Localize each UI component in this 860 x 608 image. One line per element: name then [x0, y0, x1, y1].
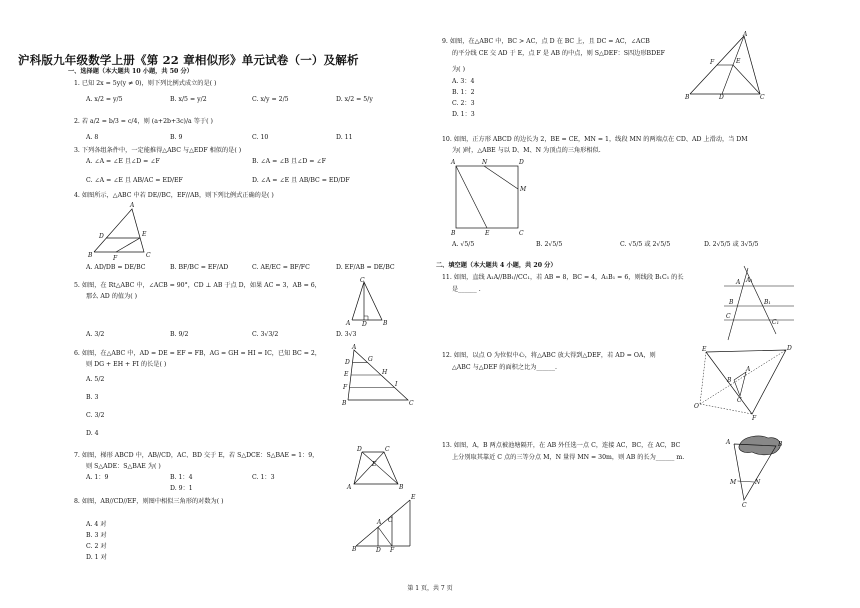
q12-stem-2: △ABC 与△DEF 的面积之比为______. [452, 364, 557, 371]
svg-text:C: C [146, 252, 151, 259]
q7-option-c: C. 1：3 [252, 474, 275, 481]
q8-option-b: B. 3 对 [86, 532, 107, 539]
svg-text:F: F [343, 384, 348, 391]
q2-option-a: A. 8 [86, 134, 99, 141]
svg-text:D: D [787, 345, 792, 352]
q9-stem-3: 为( ) [452, 66, 465, 73]
q9-option-c: C. 2：3 [452, 100, 475, 107]
q5-stem-2: 那么 AD 的值为( ) [86, 293, 138, 300]
q9-stem-2: 的平分线 CE 交 AD 于 E，点 F 是 AB 的中点，则 S△DEF：S四边形BDEF [452, 50, 665, 57]
q4-option-b: B. BF/BC = EF/AD [170, 264, 229, 271]
q5-option-b: B. 9/2 [170, 331, 189, 338]
q6-option-c: C. 3/2 [86, 412, 105, 419]
svg-text:C: C [760, 94, 765, 101]
svg-text:D: D [357, 446, 362, 453]
svg-text:C: C [385, 446, 390, 453]
svg-text:F: F [752, 415, 757, 422]
q5-option-c: C. 3√3/2 [252, 331, 279, 338]
q8-option-c: C. 2 对 [86, 543, 107, 550]
q5-stem: 5. 如图，在 Rt△ABC 中，∠ACB = 90°，CD ⊥ AB 于点 D，如果 AC = 3，AB = 6， [74, 282, 321, 289]
svg-text:N: N [755, 479, 761, 486]
q1-option-b: B. x/5 = y/2 [170, 96, 207, 103]
q7-stem: 7. 如图，梯形 ABCD 中，AB//CD，AC、BD 交于 E，若 S△DCE：S△BAE = 1：9， [74, 452, 319, 459]
q10-option-c: C. √5/5 或 2√5/5 [620, 241, 671, 248]
q5-option-a: A. 3/2 [86, 331, 105, 338]
q2-stem: 2. 若 a/2 = b/3 = c/4，则 (a+2b+3c)/a 等于( ) [74, 118, 213, 125]
q9-option-a: A. 3：4 [452, 78, 475, 85]
svg-text:B: B [729, 299, 734, 306]
svg-text:C: C [742, 502, 747, 509]
q13-figure [722, 432, 792, 512]
page-footer: 第 1 页，共 7 页 [407, 585, 453, 592]
svg-text:A: A [347, 484, 352, 491]
svg-text:N: N [482, 159, 488, 166]
q4-option-c: C. AE/EC = BF/FC [252, 264, 310, 271]
svg-text:A: A [743, 31, 748, 38]
q8-stem: 8. 如图，AB//CD//EF，则图中相似三角形的对数为( ) [74, 498, 224, 505]
svg-text:A₁: A₁ [746, 277, 753, 284]
q7-figure [344, 446, 404, 496]
q4-option-d: D. EF/AB = DE/BC [336, 264, 395, 271]
q7-stem-2: 则 S△ADE：S△BAE 为( ) [86, 463, 161, 470]
q8-option-a: A. 4 对 [86, 521, 107, 528]
svg-text:D: D [719, 94, 724, 101]
svg-text:B: B [727, 377, 732, 384]
svg-text:E: E [142, 231, 147, 238]
q6-stem: 6. 如图，在△ABC 中，AD = DE = EF = FB，AG = GH = HI = IC，已知 BC = 2， [74, 350, 321, 357]
svg-text:A: A [726, 439, 731, 446]
q10-option-a: A. √5/5 [452, 241, 475, 248]
svg-text:E: E [702, 346, 707, 353]
q11-stem-2: 是______ . [452, 286, 481, 293]
svg-text:C: C [726, 313, 731, 320]
svg-text:A: A [451, 159, 456, 166]
svg-text:D: D [376, 547, 381, 554]
q12-stem: 12. 如图，以点 O 为位似中心，将△ABC 放大得到△DEF，若 AD = OA，则 [442, 352, 656, 359]
q3-option-d: D. ∠A = ∠E 且 AB/BC = ED/DF [252, 177, 350, 184]
svg-text:A: A [130, 202, 135, 209]
q9-stem: 9. 如图，在△ABC 中，BC > AC，点 D 在 BC 上，且 DC = AC，∠ACB [442, 38, 650, 45]
svg-text:A: A [352, 344, 357, 351]
q8-option-d: D. 1 对 [86, 554, 107, 561]
q5-option-d: D. 3√3 [336, 331, 357, 338]
q3-stem: 3. 下列各组条件中，一定能推得△ABC 与△EDF 相似的是( ) [74, 147, 242, 154]
svg-text:A: A [346, 320, 351, 327]
svg-text:D: D [99, 233, 104, 240]
q10-stem: 10. 如图，正方形 ABCD 的边长为 2，BE = CE，MN = 1，线段 MN 的两端点在 CD、AD 上滑动，当 DM [442, 136, 748, 143]
q3-option-b: B. ∠A = ∠B 且∠D = ∠F [252, 158, 326, 165]
q2-option-d: D. 11 [336, 134, 353, 141]
q11-stem: 11. 如图，直线 A₁A//BB₁//CC₁，若 AB = 8，BC = 4，A₁B₁ = 6，则线段 B₁C₁ 的长 [442, 274, 684, 281]
q6-stem-2: 则 DG + EH + FI 的长是( ) [86, 361, 167, 368]
svg-text:C: C [737, 397, 742, 404]
q8-figure [350, 494, 416, 556]
q10-stem-2: 为( )时，△ABE 与以 D、M、N 为顶点的三角形相似. [452, 147, 601, 154]
svg-text:O: O [694, 403, 699, 410]
svg-text:M: M [730, 479, 737, 486]
svg-text:E: E [344, 371, 349, 378]
q6-option-a: A. 5/2 [86, 376, 105, 383]
svg-text:B₁: B₁ [764, 299, 771, 306]
q5-figure [344, 278, 390, 330]
svg-text:B: B [352, 546, 357, 553]
q3-option-a: A. ∠A = ∠E 且∠D = ∠F [86, 158, 160, 165]
q9-option-b: B. 1：2 [452, 89, 475, 96]
svg-text:M: M [520, 186, 527, 193]
svg-text:C: C [360, 277, 365, 284]
svg-text:I: I [395, 381, 398, 388]
svg-text:F: F [710, 59, 715, 66]
svg-text:B: B [383, 320, 388, 327]
q6-option-b: B. 3 [86, 394, 99, 401]
q3-option-c: C. ∠A = ∠E 且 AB/AC = ED/EF [86, 177, 183, 184]
svg-text:G: G [368, 356, 373, 363]
section-heading-fill: 二、填空题（本大题共 4 小题，共 20 分） [436, 262, 557, 269]
svg-text:C: C [409, 400, 414, 407]
svg-text:C: C [388, 517, 393, 524]
q1-option-a: A. x/2 = y/5 [86, 96, 123, 103]
q1-option-c: C. x/y = 2/5 [252, 96, 289, 103]
q10-option-b: B. 2√5/5 [536, 241, 563, 248]
q2-option-c: C. 10 [252, 134, 269, 141]
q6-figure [340, 344, 414, 410]
q7-option-b: B. 1：4 [170, 474, 193, 481]
svg-text:C: C [519, 230, 524, 237]
svg-text:A: A [746, 366, 751, 373]
q4-option-a: A. AD/DB = DE/BC [86, 264, 146, 271]
svg-text:E: E [485, 230, 490, 237]
q4-figure [86, 202, 156, 264]
q10-option-d: D. 2√5/5 或 3√5/5 [704, 241, 759, 248]
svg-text:E: E [372, 461, 377, 468]
svg-text:D: D [345, 359, 350, 366]
svg-text:F: F [113, 255, 118, 262]
svg-text:B: B [342, 400, 347, 407]
svg-text:D: D [519, 159, 524, 166]
svg-text:B: B [88, 252, 93, 259]
q4-stem: 4. 如图所示，△ABC 中若 DE//BC，EF//AB，则下列比例式正确的是( ) [74, 192, 274, 199]
svg-text:H: H [382, 369, 388, 376]
svg-text:B: B [451, 230, 456, 237]
q7-option-a: A. 1：9 [86, 474, 109, 481]
q2-option-b: B. 9 [170, 134, 183, 141]
svg-text:B: B [778, 441, 783, 448]
section-heading-choice: 一、选择题（本大题共 10 小题，共 50 分） [68, 68, 193, 75]
page-title: 沪科版九年级数学上册《第 22 章相似形》单元试卷（一）及解析 [18, 53, 359, 67]
q10-figure [450, 156, 526, 240]
q6-option-d: D. 4 [86, 430, 99, 437]
svg-text:D: D [362, 321, 367, 328]
svg-text:E: E [736, 58, 741, 65]
q9-figure [684, 32, 768, 104]
svg-text:A: A [736, 279, 741, 286]
svg-text:F: F [390, 547, 395, 554]
q13-stem: 13. 如图，A，B 两点被池塘隔开，在 AB 外任选一点 C，连接 AC，BC，在 AC，BC [442, 442, 681, 449]
q13-stem-2: 上分别取其靠近 C 点的三等分点 M，N 量得 MN = 30m，则 AB 的长为______ m. [452, 454, 685, 461]
svg-text:B: B [399, 484, 404, 491]
q7-option-d: D. 9：1 [170, 485, 193, 492]
q11-figure [718, 262, 798, 348]
q12-figure [690, 342, 798, 426]
svg-text:B: B [685, 94, 690, 101]
svg-text:C₁: C₁ [772, 319, 779, 326]
svg-text:E: E [411, 494, 416, 501]
q1-option-d: D. x/2 = 5/y [336, 96, 373, 103]
q9-option-d: D. 1：3 [452, 111, 475, 118]
svg-text:A: A [377, 519, 382, 526]
q1-stem: 1. 已知 2x = 5y(y ≠ 0)，则下列比例式成立的是( ) [74, 80, 217, 87]
